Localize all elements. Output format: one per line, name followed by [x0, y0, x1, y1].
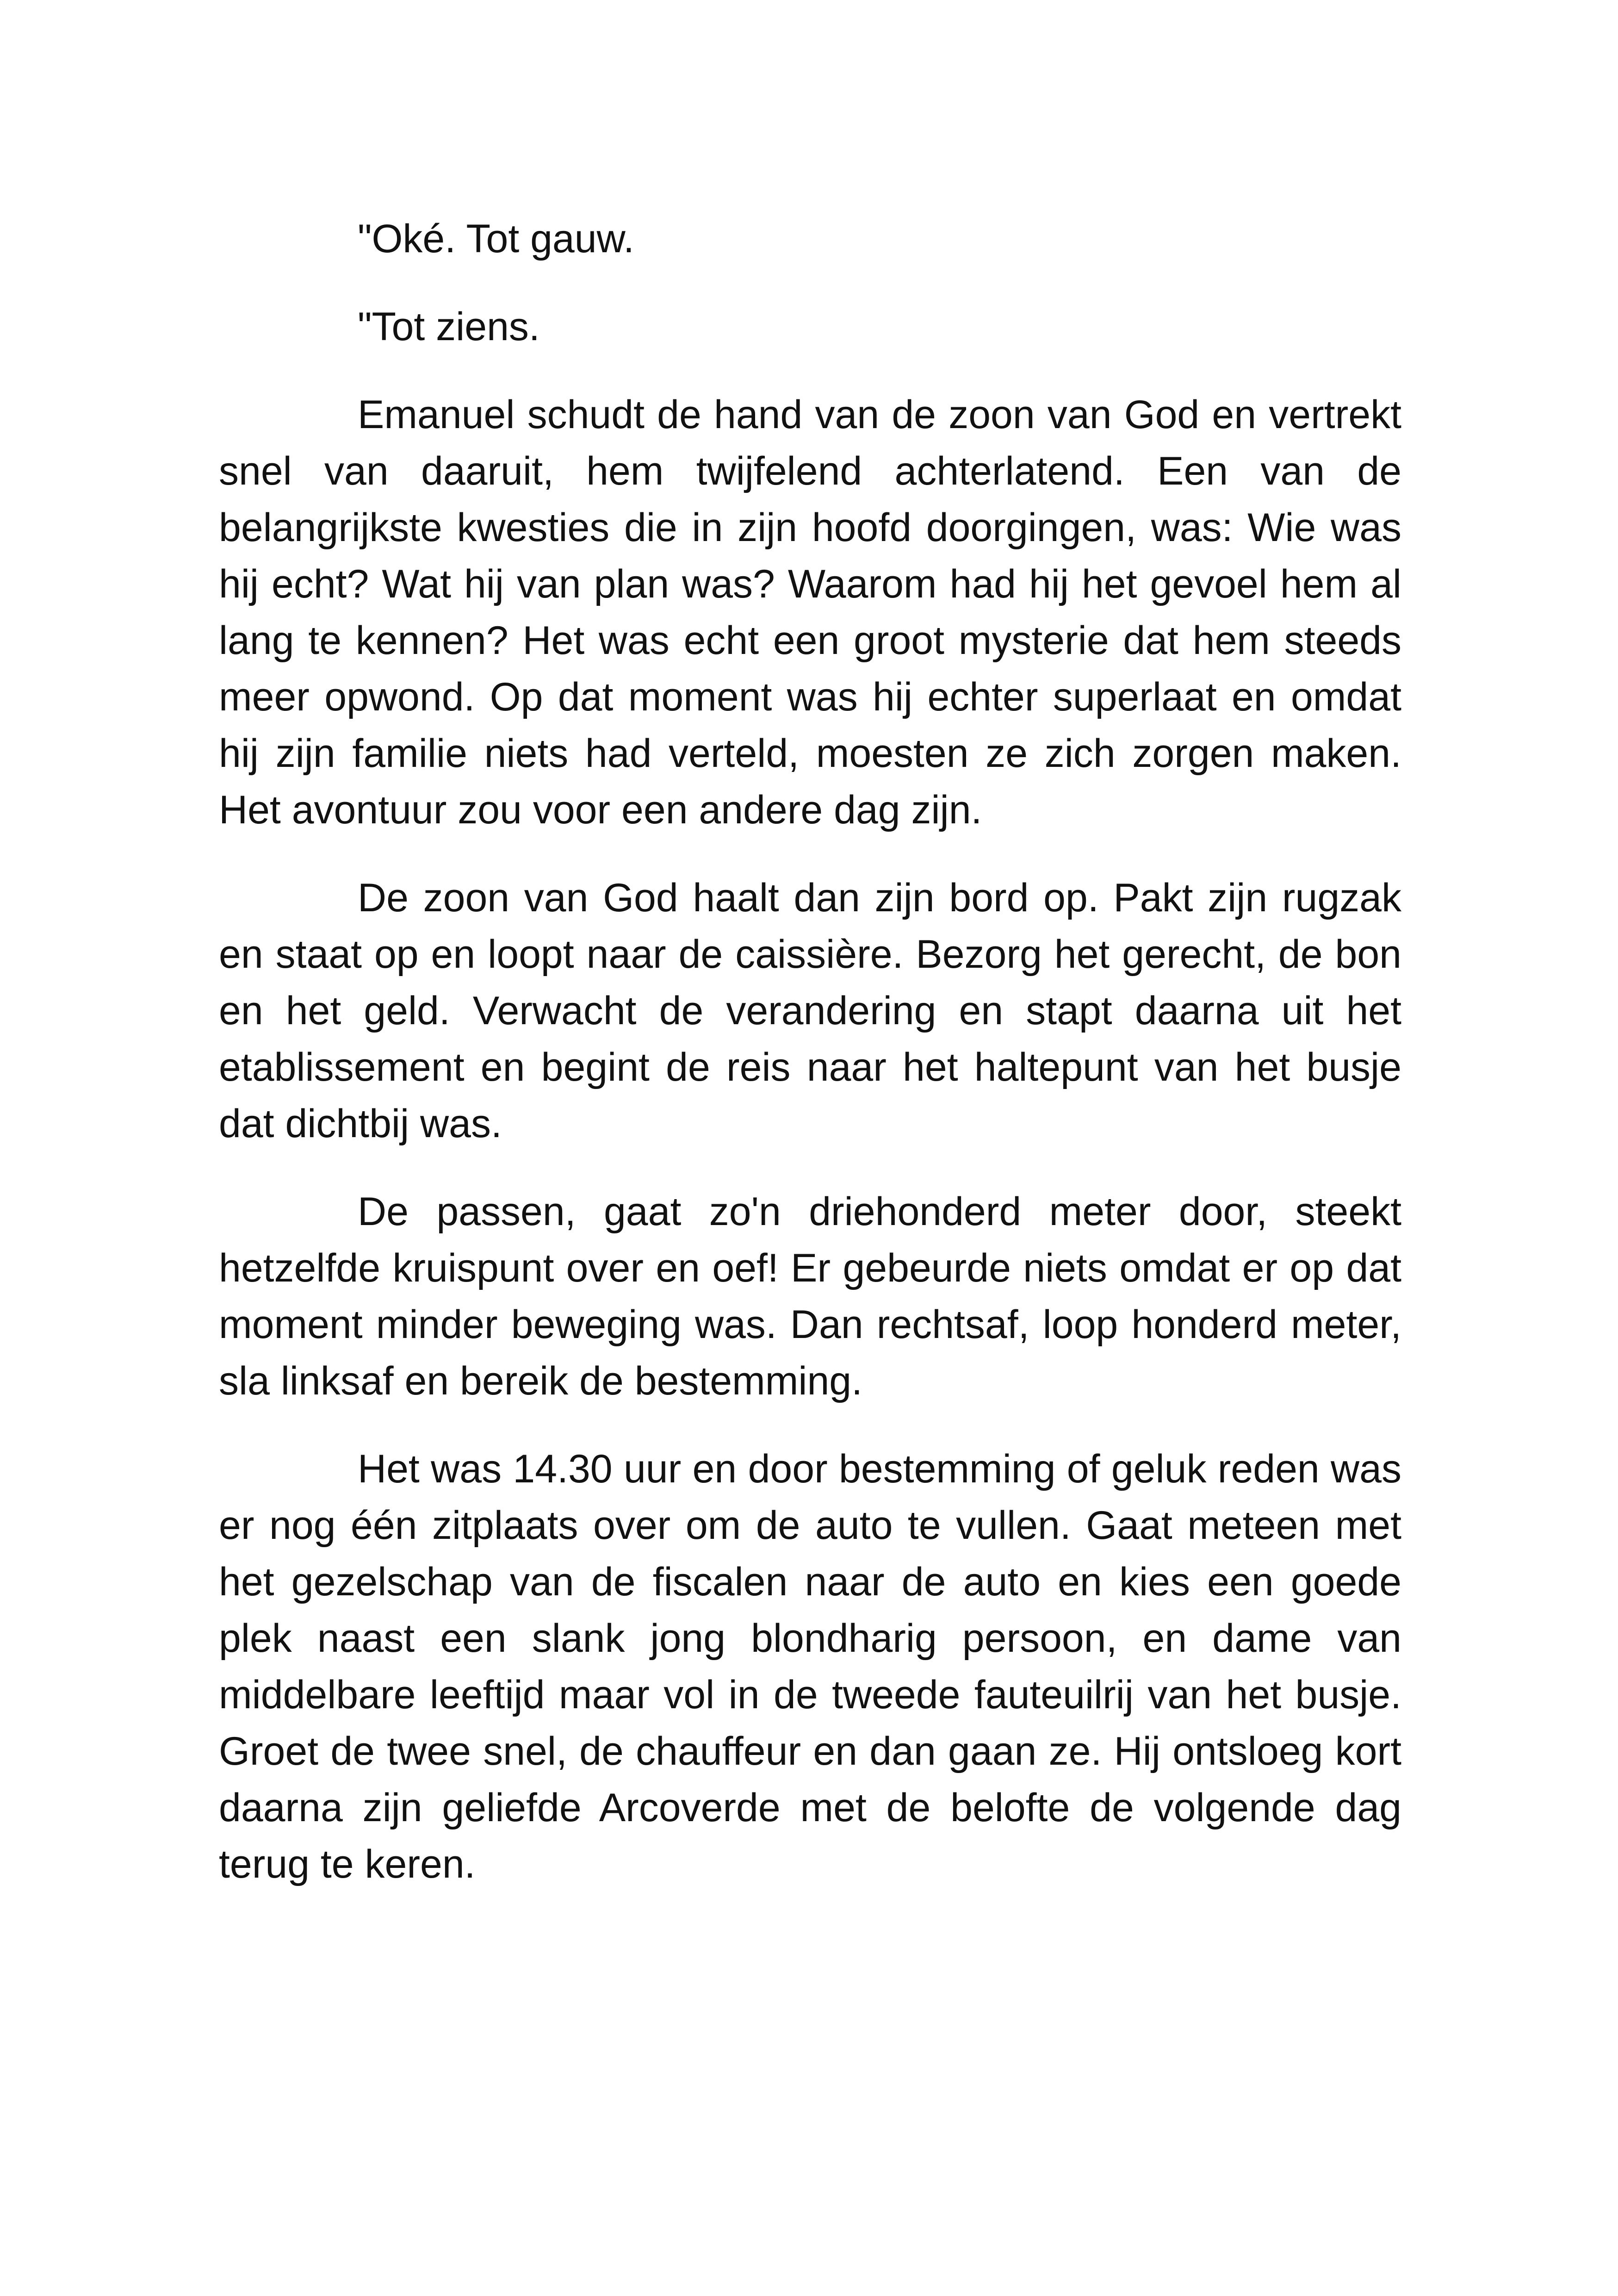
dialogue-line-oke: "Oké. Tot gauw. — [358, 217, 634, 261]
paragraph-busje: Het was 14.30 uur en door bestemming of geluk reden was er nog één zitplaats over om de auto te vullen. Gaat meteen met het gezelschap van de fiscalen naar de auto en kies een goede plek naast een slank jong blondharig persoon, en dame van middelbare leeftijd maar vol in de tweede fauteuilrij van het busje. Groet de twee snel, de chauffeur en dan gaan ze. Hij ontsloeg kort daarna zijn geliefde Arcoverde met de belofte de volgende dag terug te keren. — [219, 1447, 1401, 1886]
paragraph-zoon-van-god: De zoon van God haalt dan zijn bord op. Pakt zijn rugzak en staat op en loopt naar de caissière. Bezorg het gerecht, de bon en het geld. Verwacht de verandering en stapt daarna uit het etablissement en begint de reis naar het haltepunt van het busje dat dichtbij was. — [219, 876, 1401, 1146]
dialogue-line-tot-ziens: "Tot ziens. — [358, 305, 540, 349]
body-text — [219, 211, 1401, 1924]
paragraph-emanuel: Emanuel schudt de hand van de zoon van God en vertrekt snel van daaruit, hem twijfelend achterlatend. Een van de belangrijkste kwesties die in zijn hoofd doorgingen, was: Wie was hij echt? Wat hij van plan was? Waarom had hij het gevoel hem al lang te kennen? Het was echt een groot mysterie dat hem steeds meer opwond. Op dat moment was hij echter superlaat en omdat hij zijn familie niets had verteld, moesten ze zich zorgen maken. Het avontuur zou voor een andere dag zijn. — [219, 392, 1401, 832]
paragraph-passen: De passen, gaat zo'n driehonderd meter door, steekt hetzelfde kruispunt over en oef! Er gebeurde niets omdat er op dat moment minder beweging was. Dan rechtsaf, loop honderd meter, sla linksaf en bereik de bestemming. — [219, 1189, 1401, 1403]
